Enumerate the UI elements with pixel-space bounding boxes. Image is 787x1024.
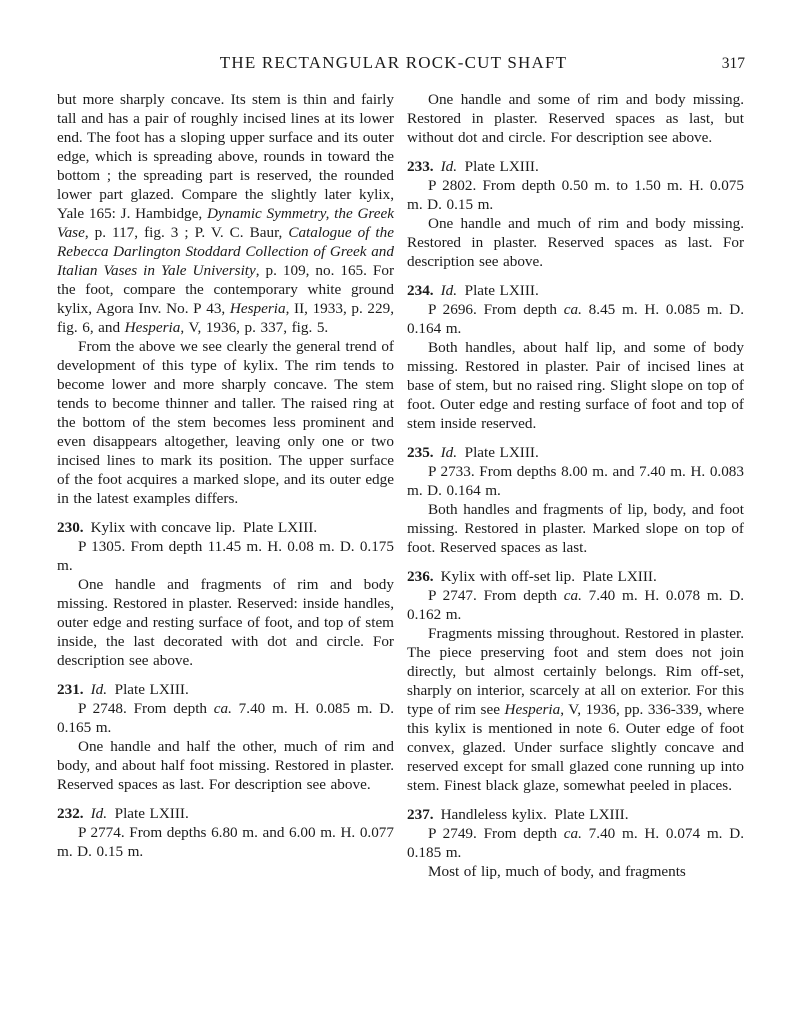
entry-heading <box>407 805 744 824</box>
text-segment: Fragments missing throughout. Restored in plaster. The piece preserving foot and stem does not join directly, but almost certainly belongs. Rim off-set, sharply on interior, scarcely at all on exterior. For this type of rim see <box>407 625 744 718</box>
paragraph <box>407 300 744 338</box>
entry-heading <box>407 567 744 586</box>
text-segment: Dynamic Symmetry, the Greek Vase <box>57 205 394 241</box>
text-segment: Hesperia <box>504 701 561 718</box>
paragraph <box>407 824 744 862</box>
text-segment: P 2749. From depth <box>428 825 564 842</box>
paragraph <box>407 500 744 557</box>
text-segment: P 2802. From depth 0.50 m. to 1.50 m. H. 0.075 m. D. 0.15 m. <box>407 177 744 213</box>
paragraph <box>407 90 744 147</box>
text-segment: Plate LXIII. <box>114 681 189 698</box>
entry-number: 234. <box>407 282 434 299</box>
text-columns <box>57 90 744 881</box>
text-segment: Plate LXIII. <box>464 444 539 461</box>
text-segment: Kylix with concave lip. Plate LXIII. <box>90 519 318 536</box>
column-right <box>407 90 744 881</box>
text-segment: P 2696. From depth <box>428 301 564 318</box>
text-segment: P 2747. From depth <box>428 587 564 604</box>
text-segment: Catalogue of the Rebecca Darlington Stoddard Collection of Greek and Italian Vases in Yale University <box>57 224 394 279</box>
text-segment: P 1305. From depth 11.45 m. H. 0.08 m. D. 0.175 m. <box>57 538 394 574</box>
text-segment: ca. <box>563 301 582 318</box>
text-segment: P 2733. From depths 8.00 m. and 7.40 m. H. 0.083 m. D. 0.164 m. <box>407 463 744 499</box>
text-segment: Plate LXIII. <box>464 282 539 299</box>
paragraph <box>57 737 394 794</box>
text-segment: , V, 1936, p. 337, fig. 5. <box>180 319 329 336</box>
paragraph <box>407 624 744 795</box>
text-segment: One handle and half the other, much of rim and body, and about half foot missing. Restored in plaster. Reserved spaces as last. For description see above. <box>57 738 394 793</box>
entry-number: 231. <box>57 681 84 698</box>
text-segment: but more sharply concave. Its stem is thin and fairly tall and has a pair of roughly incised lines at its lower end. The foot has a sloping upper surface and its outer edge, which is spreading above, rounds in toward the bottom ; the spreading part is reserved, the rounded lower part glazed. Compare the slightly later kylix, Yale 165: J. Hambidge, <box>57 91 394 222</box>
entry-heading <box>57 804 394 823</box>
text-segment: Both handles and fragments of lip, body, and foot missing. Restored in plaster. Marked slope on top of foot. Reserved spaces as last. <box>407 501 744 556</box>
paragraph <box>57 823 394 861</box>
text-segment: Handleless kylix. Plate LXIII. <box>440 806 629 823</box>
text-segment: ca. <box>563 825 582 842</box>
entry-heading <box>407 281 744 300</box>
text-segment: Hesperia <box>229 300 286 317</box>
paragraph <box>407 586 744 624</box>
text-segment: One handle and some of rim and body missing. Restored in plaster. Reserved spaces as last, but without dot and circle. For description see above. <box>407 91 744 146</box>
entry-number: 235. <box>407 444 434 461</box>
paragraph <box>407 862 744 881</box>
text-segment: P 2748. From depth <box>78 700 214 717</box>
text-segment: Both handles, about half lip, and some of body missing. Restored in plaster. Pair of incised lines at base of stem, but no raised ring. Slight slope on top of foot. Outer edge and resting surface of foot and top of stem inside reserved. <box>407 339 744 432</box>
column-left <box>57 90 394 881</box>
page-number: 317 <box>721 55 745 72</box>
text-segment: 8.45 m. H. 0.085 m. D. 0.164 m. <box>407 301 745 337</box>
entry-number: 236. <box>407 568 434 585</box>
text-segment: Plate LXIII. <box>464 158 539 175</box>
paragraph <box>57 90 394 337</box>
entry-heading <box>57 680 394 699</box>
paragraph <box>57 699 394 737</box>
text-segment: , II, 1933, p. 229, fig. 6, and <box>57 300 395 336</box>
paragraph <box>407 176 744 214</box>
text-segment: ca. <box>563 587 582 604</box>
paragraph <box>407 214 744 271</box>
text-segment: Id. <box>440 282 465 299</box>
text-segment: , p. 109, no. 165. For the foot, compare the contemporary white ground kylix, Agora Inv. No. P 43, <box>57 262 395 317</box>
text-segment: Id. <box>440 158 465 175</box>
entry-number: 233. <box>407 158 434 175</box>
paragraph <box>407 462 744 500</box>
paragraph <box>407 338 744 433</box>
text-segment: , V, 1936, pp. 336-339, where this kylix is mentioned in note 6. Outer edge of foot convex, glazed. Under surface slightly concave and reserved except for small glazed cone running up into stem. Finest black glaze, somewhat peeled in places. <box>407 701 744 794</box>
text-segment: Kylix with off-set lip. Plate LXIII. <box>440 568 657 585</box>
text-segment: ca. <box>213 700 232 717</box>
page-title: THE RECTANGULAR ROCK-CUT SHAFT <box>219 53 568 72</box>
paragraph <box>57 537 394 575</box>
entry-heading <box>57 518 394 537</box>
text-segment: 7.40 m. H. 0.074 m. D. 0.185 m. <box>407 825 745 861</box>
text-segment: Most of lip, much of body, and fragments <box>428 863 686 880</box>
text-segment: Id. <box>440 444 465 461</box>
entry-number: 230. <box>57 519 84 536</box>
text-segment: 7.40 m. H. 0.078 m. D. 0.162 m. <box>407 587 745 623</box>
text-segment: From the above we see clearly the general trend of development of this type of kylix. The rim tends to become lower and more sharply concave. The stem tends to become thinner and taller. The raised ring at the bottom of the stem becomes less prominent and even disappears altogether, leaving only one or two incised lines to mark its position. The upper surface of the foot acquires a marked slope, and its outer edge in the latest examples differs. <box>57 338 394 507</box>
text-segment: Id. <box>90 681 115 698</box>
paragraph <box>57 575 394 670</box>
paragraph <box>57 337 394 508</box>
entry-heading <box>407 157 744 176</box>
text-segment: 7.40 m. H. 0.085 m. D. 0.165 m. <box>57 700 395 736</box>
text-segment: Id. <box>90 805 115 822</box>
text-segment: Hesperia <box>124 319 181 336</box>
text-segment: One handle and much of rim and body missing. Restored in plaster. Reserved spaces as last. For description see above. <box>407 215 744 270</box>
text-segment: P 2774. From depths 6.80 m. and 6.00 m. H. 0.077 m. D. 0.15 m. <box>57 824 394 860</box>
text-segment: Plate LXIII. <box>114 805 189 822</box>
text-segment: , p. 117, fig. 3 ; P. V. C. Baur, <box>84 224 289 241</box>
text-segment: One handle and fragments of rim and body missing. Restored in plaster. Reserved: inside handles, outer edge and resting surface of foot, and top of stem inside, the last decorated with dot and circle. For description see above. <box>57 576 394 669</box>
entry-number: 237. <box>407 806 434 823</box>
entry-number: 232. <box>57 805 84 822</box>
entry-heading <box>407 443 744 462</box>
